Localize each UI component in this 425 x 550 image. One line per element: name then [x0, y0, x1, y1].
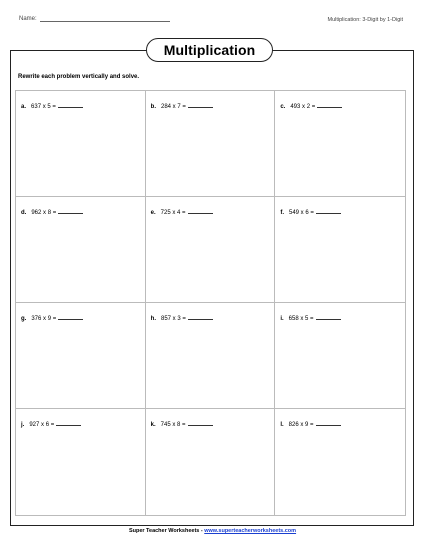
- problem-expression: 549 x 6 =: [289, 210, 314, 216]
- problem-cell-i[interactable]: [275, 303, 405, 409]
- problem-expression: 745 x 8 =: [160, 422, 186, 428]
- problem-cell-d[interactable]: [16, 197, 146, 303]
- footer: [0, 528, 425, 534]
- answer-blank[interactable]: [188, 421, 213, 426]
- problem-cell-f[interactable]: [275, 197, 405, 303]
- name-row: [19, 16, 170, 22]
- answer-blank[interactable]: [317, 103, 342, 108]
- problem-letter: a.: [21, 104, 27, 110]
- name-field-line[interactable]: [40, 16, 170, 22]
- problem-expression: 493 x 2 =: [290, 104, 316, 110]
- problem-cell-c[interactable]: [275, 91, 405, 197]
- answer-blank[interactable]: [316, 421, 341, 426]
- problem-letter: d.: [21, 210, 27, 216]
- problem-cell-j[interactable]: [16, 409, 146, 515]
- problem-letter: c.: [280, 104, 286, 110]
- footer-brand: Super Teacher Worksheets: [128, 528, 200, 534]
- footer-link[interactable]: www.superteacherworksheets.com: [204, 528, 297, 534]
- problem-cell-a[interactable]: [16, 91, 146, 197]
- problem-letter: f.: [280, 210, 284, 216]
- answer-blank[interactable]: [316, 315, 341, 320]
- problem-expression: 857 x 3 =: [161, 316, 186, 322]
- answer-blank[interactable]: [58, 103, 83, 108]
- problem-letter: h.: [150, 316, 156, 322]
- answer-blank[interactable]: [58, 209, 83, 214]
- problem-letter: j.: [21, 422, 25, 428]
- worksheet-subtitle: Multiplication: 3-Digit by 1-Digit: [327, 17, 403, 23]
- problem-expression: 725 x 4 =: [160, 210, 186, 216]
- problem-cell-h[interactable]: [146, 303, 276, 409]
- problem-cell-g[interactable]: [16, 303, 146, 409]
- problem-expression: 826 x 9 =: [288, 422, 314, 428]
- answer-blank[interactable]: [188, 209, 213, 214]
- problem-letter: l.: [280, 422, 284, 428]
- answer-blank[interactable]: [188, 315, 213, 320]
- instructions: Rewrite each problem vertically and solve.: [18, 74, 140, 80]
- problem-cell-k[interactable]: [146, 409, 276, 515]
- answer-blank[interactable]: [188, 103, 213, 108]
- name-label: Name:: [19, 16, 37, 22]
- answer-blank[interactable]: [316, 209, 341, 214]
- problem-expression: 284 x 7 =: [161, 104, 186, 110]
- problem-expression: 658 x 5 =: [288, 316, 314, 322]
- problem-letter: e.: [150, 210, 156, 216]
- problem-cell-l[interactable]: [275, 409, 405, 515]
- problem-letter: k.: [150, 422, 156, 428]
- problem-expression: 927 x 6 =: [29, 422, 55, 428]
- problem-letter: g.: [21, 316, 27, 322]
- problem-cell-e[interactable]: [146, 197, 276, 303]
- answer-blank[interactable]: [56, 421, 81, 426]
- page-title: Multiplication: [146, 38, 273, 62]
- problem-expression: 637 x 5 =: [31, 104, 56, 110]
- answer-blank[interactable]: [58, 315, 83, 320]
- problem-grid: [15, 90, 406, 516]
- problem-letter: i.: [280, 316, 284, 322]
- problem-expression: 376 x 9 =: [31, 316, 57, 322]
- footer-separator: -: [199, 528, 205, 534]
- problem-letter: b.: [150, 104, 156, 110]
- problem-expression: 962 x 8 =: [31, 210, 57, 216]
- problem-cell-b[interactable]: [146, 91, 276, 197]
